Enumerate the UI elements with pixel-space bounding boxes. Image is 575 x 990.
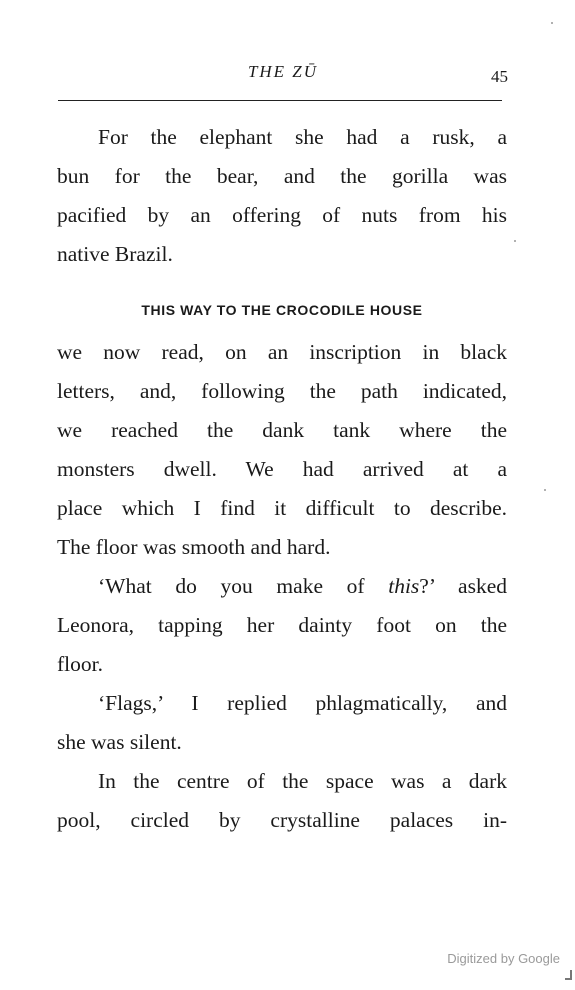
- text-line: pacified by an offering of nuts from his: [57, 203, 507, 227]
- paragraph-4: [57, 684, 507, 762]
- paragraph-2: [57, 333, 507, 567]
- text-line: place which I find it difficult to describe.: [57, 496, 507, 520]
- text-line: floor.: [57, 652, 103, 676]
- paragraph-1: [57, 118, 507, 274]
- text-line: bun for the bear, and the gorilla was: [57, 164, 507, 188]
- text-line: we now read, on an inscription in black: [57, 340, 507, 364]
- print-speck: [544, 489, 546, 491]
- text-line: ‘Flags,’ I replied phlagmatically, and: [98, 691, 507, 715]
- text-line: letters, and, following the path indicated,: [57, 379, 507, 403]
- paragraph-3: [57, 567, 507, 684]
- text-line: In the centre of the space was a dark: [98, 769, 507, 793]
- print-speck: [514, 240, 516, 242]
- text-line: she was silent.: [57, 730, 182, 754]
- text-line: pool, circled by crystalline palaces in-: [57, 808, 507, 832]
- emphasized-word: this: [388, 574, 420, 598]
- page-number: 45: [491, 67, 508, 86]
- text-line: monsters dwell. We had arrived at a: [57, 457, 507, 481]
- corner-mark: [565, 970, 572, 980]
- text-line: native Brazil.: [57, 242, 173, 266]
- text-line: The floor was smooth and hard.: [57, 535, 331, 559]
- text-line: For the elephant she had a rusk, a: [98, 125, 507, 149]
- text-line: [57, 567, 507, 606]
- header-rule: [58, 100, 502, 101]
- running-head: [58, 62, 508, 88]
- digitized-watermark: Digitized by Google: [447, 951, 560, 966]
- body-text: [57, 118, 507, 840]
- running-title: THE ZŪ: [247, 62, 319, 81]
- print-speck: [551, 22, 553, 24]
- quote-start: ‘What do you make of: [98, 574, 365, 598]
- quote-end: ?’ asked: [419, 574, 508, 598]
- paragraph-5: [57, 762, 507, 840]
- inscription-sign: THIS WAY TO THE CROCODILE HOUSE: [141, 302, 423, 318]
- text-line: Leonora, tapping her dainty foot on the: [57, 613, 507, 637]
- text-line: we reached the dank tank where the: [57, 418, 507, 442]
